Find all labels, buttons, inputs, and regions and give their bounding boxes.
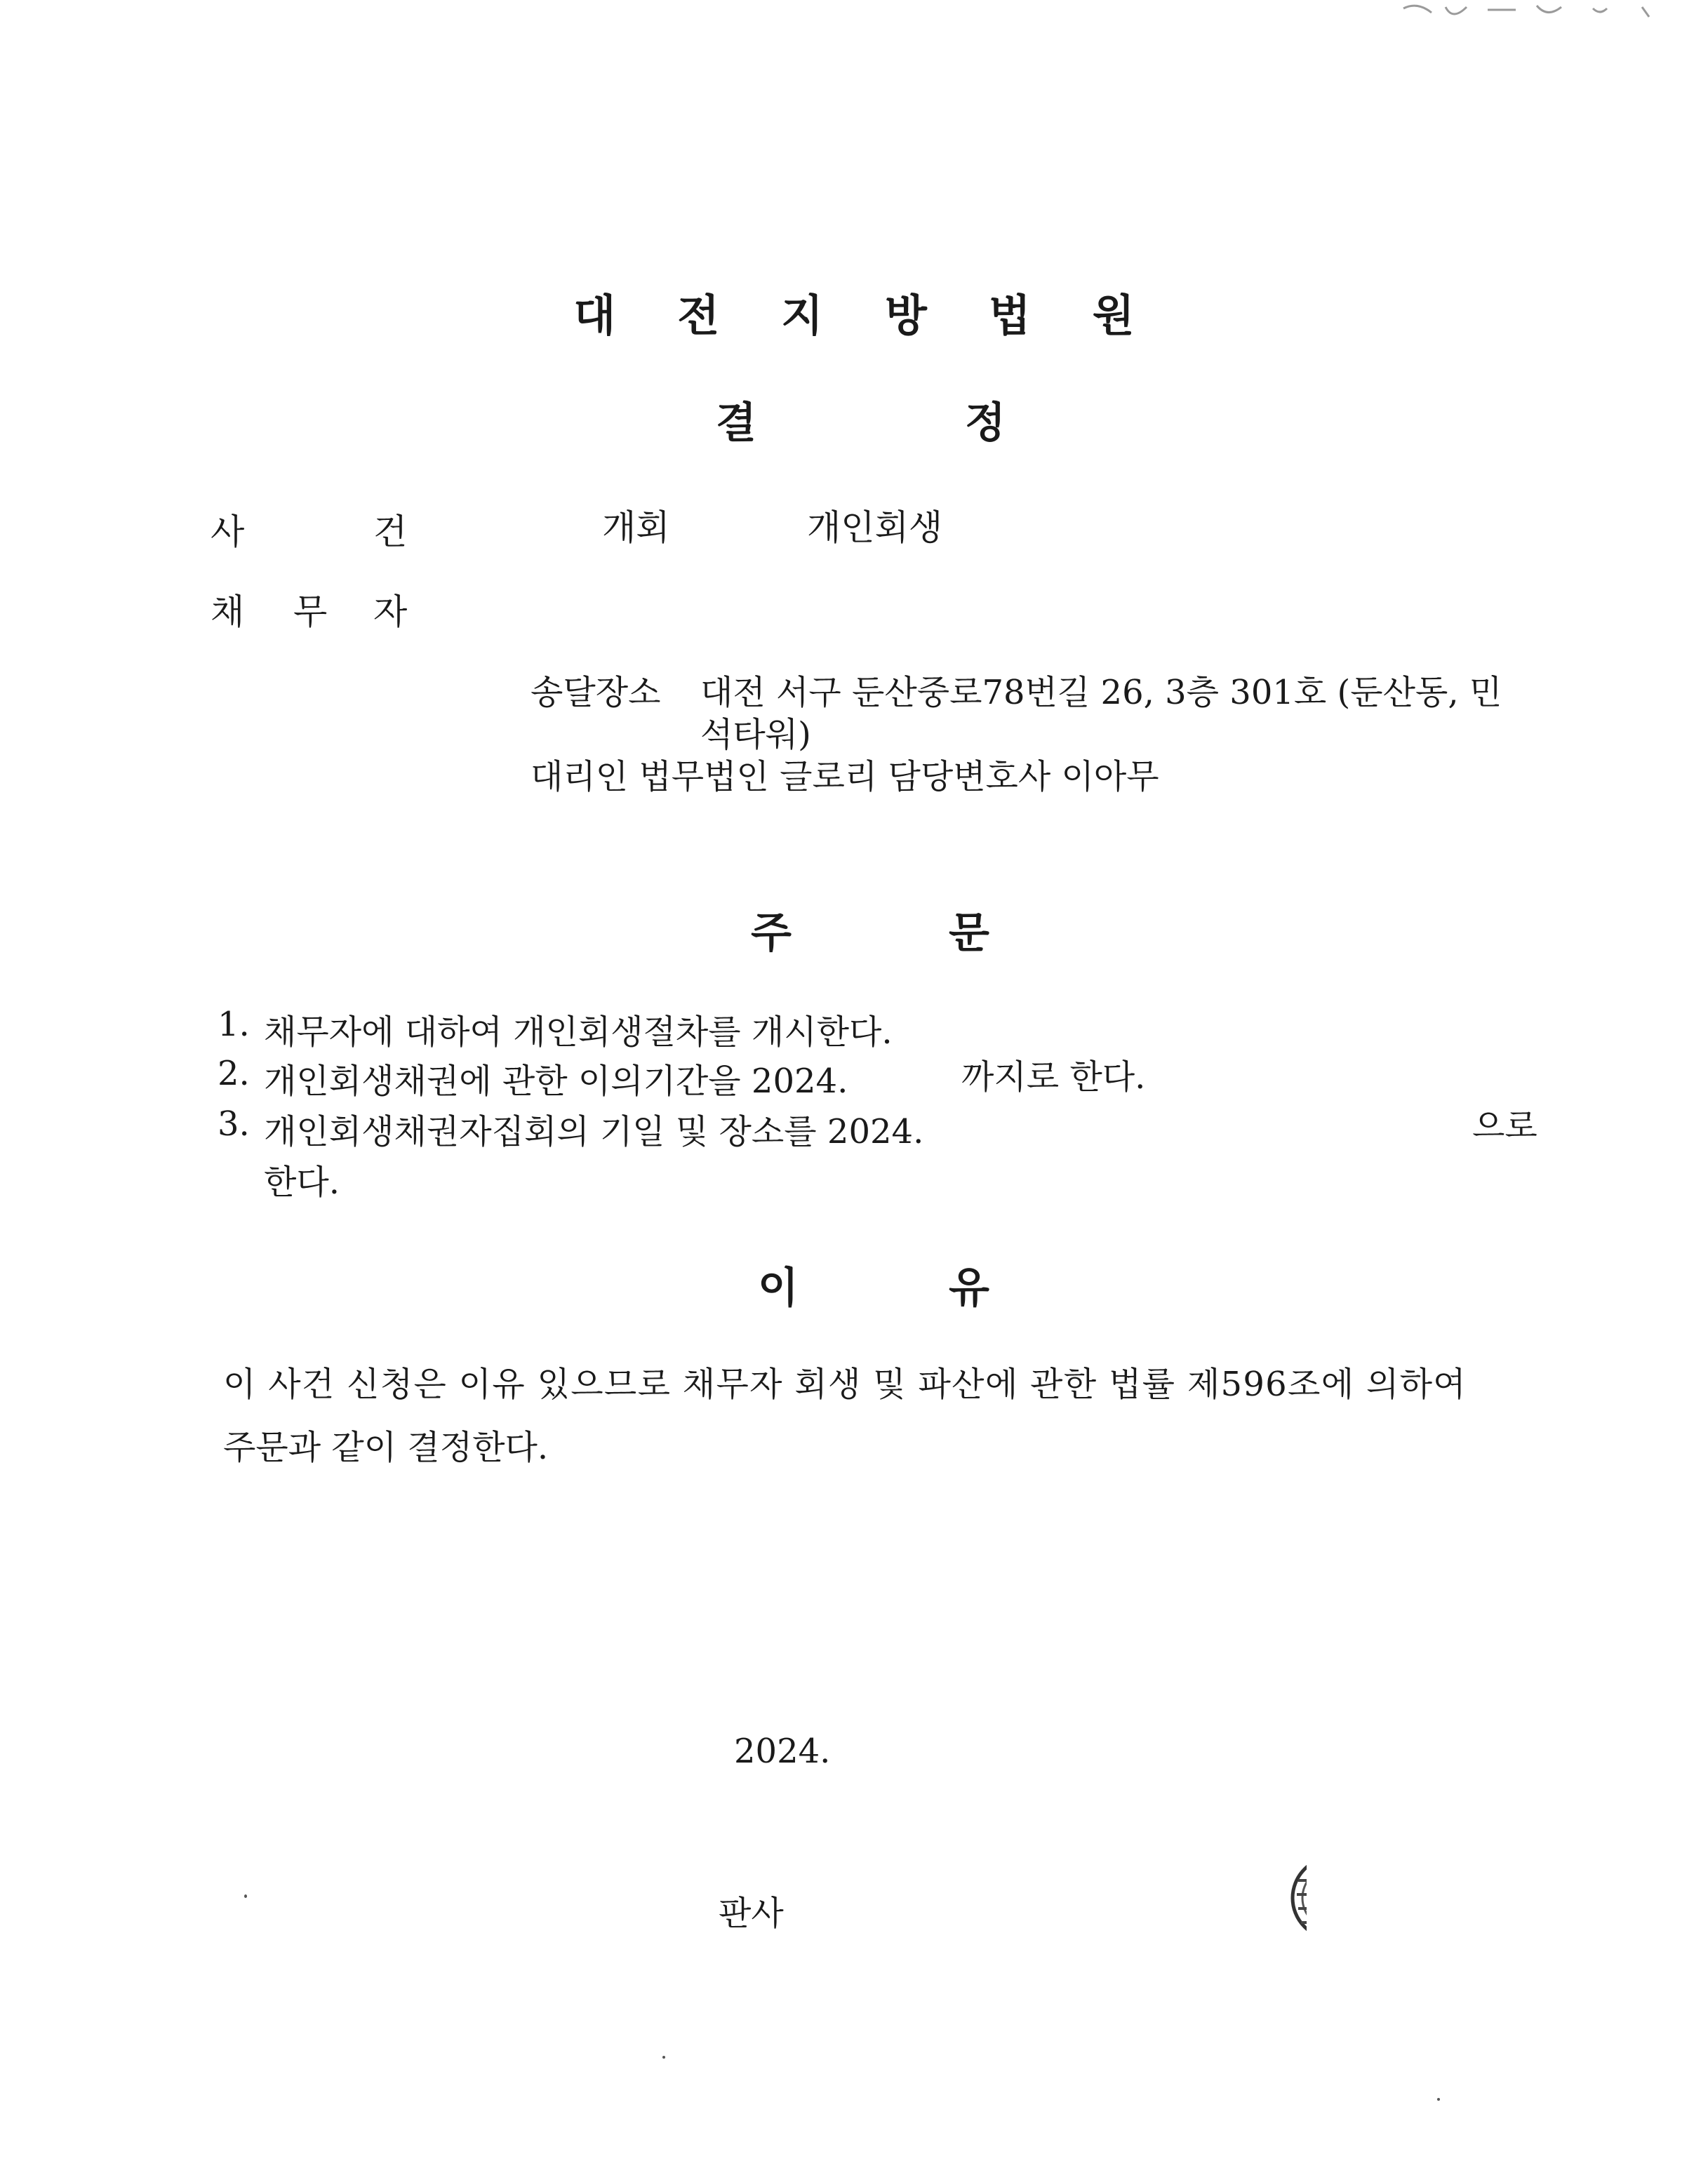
address-line-2: 석타워): [700, 715, 811, 754]
address-label: 송달장소: [531, 673, 661, 712]
reason-heading-right: 유: [949, 1264, 989, 1313]
handwriting-mark: [1396, 0, 1677, 35]
order-item-number: 1.: [218, 1005, 250, 1044]
debtor-label-char: 자: [373, 591, 408, 632]
debtor-label-char: 채: [211, 591, 245, 632]
judge-label: 판사: [719, 1894, 784, 1933]
debtor-label-char: 무: [293, 591, 328, 632]
case-label-char: 사: [211, 512, 245, 552]
scan-speck: [1437, 2098, 1440, 2101]
seal-stamp: [1284, 1852, 1307, 1944]
decision-date: 2024.: [734, 1732, 831, 1771]
reason-line-2: 주문과 같이 결정한다.: [223, 1428, 549, 1467]
reason-heading-left: 이: [758, 1264, 799, 1313]
doc-title-left: 결: [716, 399, 756, 448]
order-item-tail: 으로: [1472, 1107, 1537, 1146]
doc-title-right: 정: [965, 399, 1006, 448]
address-line-1: 대전 서구 둔산중로78번길 26, 3층 301호 (둔산동, 민: [700, 673, 1502, 712]
case-type: 개회: [602, 507, 670, 548]
agent-line: 대리인 법무법인 글로리 담당변호사 이아무: [531, 757, 1159, 796]
order-item-text: 개인회생채권자집회의 기일 및 장소를 2024.: [264, 1112, 924, 1151]
court-name: 대전지방법원: [573, 290, 1196, 341]
order-item-number: 3.: [218, 1104, 250, 1144]
scan-speck: [244, 1894, 247, 1898]
case-label-char: 건: [373, 512, 408, 552]
order-heading-left: 주: [751, 909, 792, 958]
scan-speck: [662, 2056, 665, 2059]
reason-line-1: 이 사건 신청은 이유 있으므로 채무자 회생 및 파산에 관한 법률 제596조에 의하여: [223, 1365, 1467, 1404]
order-item-tail: 까지로 한다.: [961, 1057, 1146, 1097]
order-item-continuation: 한다.: [264, 1163, 340, 1202]
order-item-number: 2.: [218, 1054, 250, 1093]
order-item-text: 채무자에 대하여 개인회생절차를 개시한다.: [264, 1012, 893, 1052]
order-item-text: 개인회생채권에 관한 이의기간을 2024.: [264, 1062, 848, 1101]
case-name: 개인회생: [807, 507, 943, 548]
order-heading-right: 문: [949, 909, 989, 958]
